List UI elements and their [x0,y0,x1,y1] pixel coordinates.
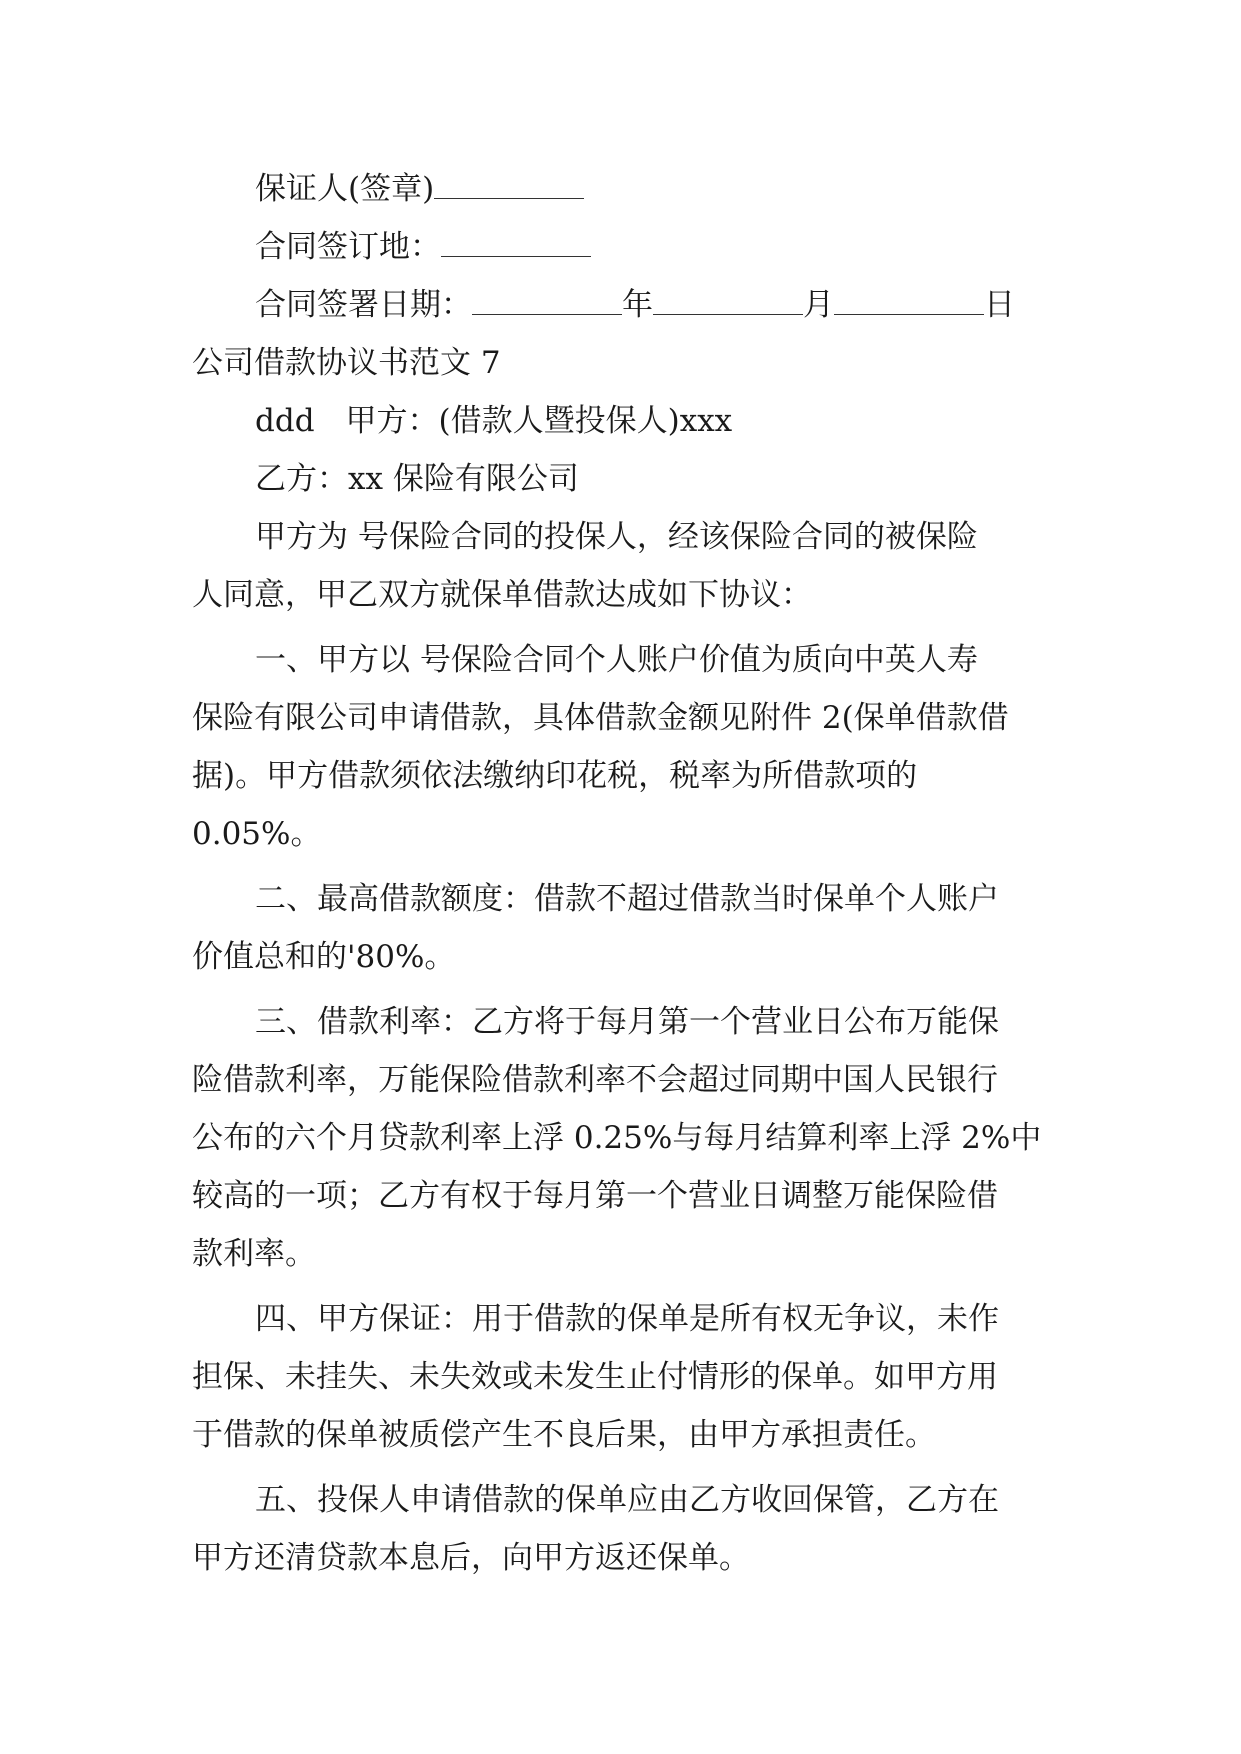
paragraph-line: 四、甲方保证：用于借款的保单是所有权无争议，未作 [255,1301,999,1337]
paragraph-line: 较高的一项；乙方有权于每月第一个营业日调整万能保险借 [192,1178,998,1214]
signing-place-label: 合同签订地： [255,229,441,265]
signing-date-line [192,276,1047,334]
paragraph-line: 三、借款利率：乙方将于每月第一个营业日公布万能保 [255,1004,999,1040]
paragraph-line: 0.05%。 [192,816,322,852]
month-blank [653,284,803,315]
paragraph-clause-1 [192,631,1047,863]
paragraph-clause-2 [192,870,1047,986]
paragraph-line: 公布的六个月贷款利率上浮 0.25%与每月结算利率上浮 2%中 [192,1120,1042,1156]
signing-place-line [192,218,1047,276]
agreement-title: 公司借款协议书范文 7 [192,345,501,381]
signing-place-blank [441,226,591,257]
day-blank [834,284,984,315]
paragraph-line: 人同意，甲乙双方就保单借款达成如下协议： [192,577,812,613]
paragraph-line: 一、甲方以 号保险合同个人账户价值为质向中英人寿 [255,642,978,678]
guarantor-label: 保证人(签章) [255,171,435,207]
paragraph-line: 甲方为 号保险合同的投保人，经该保险合同的被保险 [255,519,978,555]
paragraph-line: 于借款的保单被质偿产生不良后果，由甲方承担责任。 [192,1417,936,1453]
year-label: 年 [622,287,653,323]
day-label: 日 [984,287,1015,323]
paragraph-clause-3 [192,993,1047,1283]
paragraph-line: 五、投保人申请借款的保单应由乙方收回保管，乙方在 [255,1482,999,1518]
signing-date-label: 合同签署日期： [255,287,472,323]
month-label: 月 [803,287,834,323]
paragraph-line: 据)。甲方借款须依法缴纳印花税，税率为所借款项的 [192,758,918,794]
paragraph-line: 保险有限公司申请借款，具体借款金额见附件 2(保单借款借 [192,700,1009,736]
paragraph-line: 二、最高借款额度：借款不超过借款当时保单个人账户 [255,881,999,917]
paragraph-preamble [192,508,1047,624]
document-page [192,160,1047,1587]
guarantor-blank [434,168,584,199]
paragraph-line: 险借款利率，万能保险借款利率不会超过同期中国人民银行 [192,1062,998,1098]
paragraph-line: 甲方还清贷款本息后，向甲方返还保单。 [192,1540,750,1576]
party-b: 乙方：xx 保险有限公司 [255,461,579,497]
party-a: ddd 甲方：(借款人暨投保人)xxx [255,403,733,439]
guarantor-signature-line [192,160,1047,218]
paragraph-clause-5 [192,1471,1047,1587]
paragraph-clause-4 [192,1290,1047,1464]
paragraph-line: 款利率。 [192,1236,316,1272]
paragraph-line: 价值总和的'80%。 [192,939,456,975]
paragraph-line: 担保、未挂失、未失效或未发生止付情形的保单。如甲方用 [192,1359,998,1395]
year-blank [472,284,622,315]
